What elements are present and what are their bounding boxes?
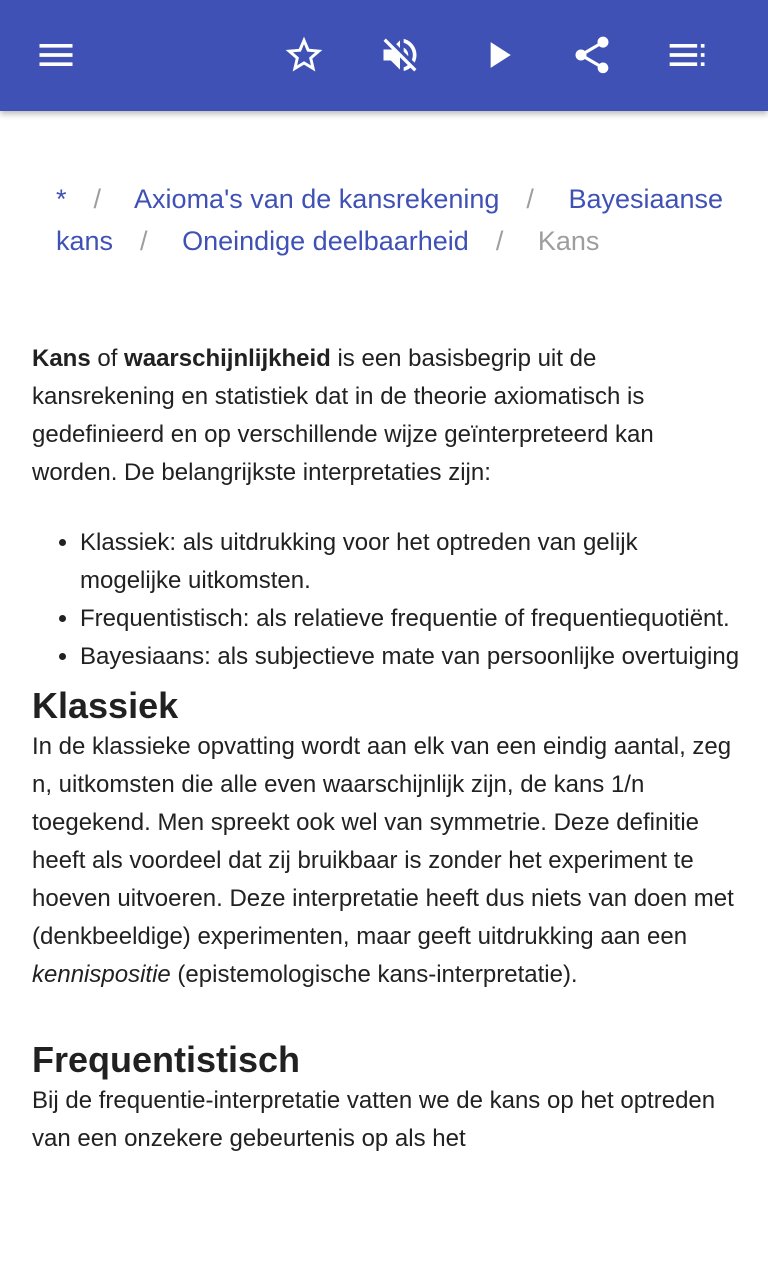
volume-off-icon [378,33,422,77]
breadcrumb-separator: / [495,226,504,256]
klassiek-italic-term: kennispositie [32,961,171,988]
interpretations-list [32,524,740,676]
breadcrumb [56,178,746,262]
breadcrumb-item-axiomas[interactable]: Axioma's van de kansrekening [134,184,500,214]
section-heading-klassiek: Klassiek [32,685,179,726]
breadcrumb-item-root[interactable]: * [56,184,67,214]
breadcrumb-current: Kans [537,226,600,256]
intro-paragraph [32,340,740,492]
menu-icon [34,33,78,77]
breadcrumb-separator: / [526,184,534,214]
menu-button[interactable] [28,27,84,83]
app-toolbar [0,0,768,111]
playlist-button[interactable] [660,27,716,83]
list-item: • Klassiek: als uitdrukking voor het optreden van gelijk mogelijke uitkomsten. [80,524,740,600]
playlist-icon [666,33,710,77]
share-icon [570,33,614,77]
intro-text: is een basisbegrip uit de kansrekening en statistiek dat in de theorie axiomatisch is gedefinieerd en op verschillende wijze geïnterpreteerd kan worden. De belangrijkste interpretaties zijn: [32,345,654,486]
star-outline-icon [282,33,326,77]
favorite-button[interactable] [276,27,332,83]
mute-button[interactable] [372,27,428,83]
intro-term-kans: Kans [32,345,91,372]
share-button[interactable] [564,27,620,83]
list-item: • Bayesiaans: als subjectieve mate van persoonlijke overtuiging [80,638,740,676]
list-item: • Frequentistisch: als relatieve frequentie of frequentiequotiënt. [80,600,740,638]
breadcrumb-separator: / [140,226,148,256]
article-content [32,340,740,1158]
klassiek-text-end: (epistemologische kans-interpretatie). [170,961,578,988]
intro-connector: of [90,345,125,372]
play-icon [476,33,520,77]
breadcrumb-item-bayesiaanse-kans[interactable]: Bayesiaanse kans [56,184,724,256]
klassiek-text: In de klassieke opvatting wordt aan elk van een eindig aantal, zeg n, uitkomsten die alle even waarschijnlijk zijn, de kans 1/n toegekend. Men spreekt ook wel van symmetrie. Deze definitie heeft als voordeel dat zij bruikbaar is zonder het experiment te hoeven uitvoeren. Deze interpretatie heeft dus niets van doen met (denkbeeldige) experimenten, maar geeft uitdrukking aan een [32,733,734,950]
breadcrumb-separator: / [93,184,102,214]
play-button[interactable] [470,27,526,83]
frequentistisch-paragraph: Bij de frequentie-interpretatie vatten we de kans op het optreden van een onzekere gebeurtenis op als het [32,1087,716,1152]
breadcrumb-item-oneindige-deelbaarheid[interactable]: Oneindige deelbaarheid [182,226,469,256]
intro-term-waarschijnlijkheid: waarschijnlijkheid [124,345,331,372]
section-heading-frequentistisch: Frequentistisch [32,1039,301,1080]
klassiek-paragraph [32,728,740,994]
